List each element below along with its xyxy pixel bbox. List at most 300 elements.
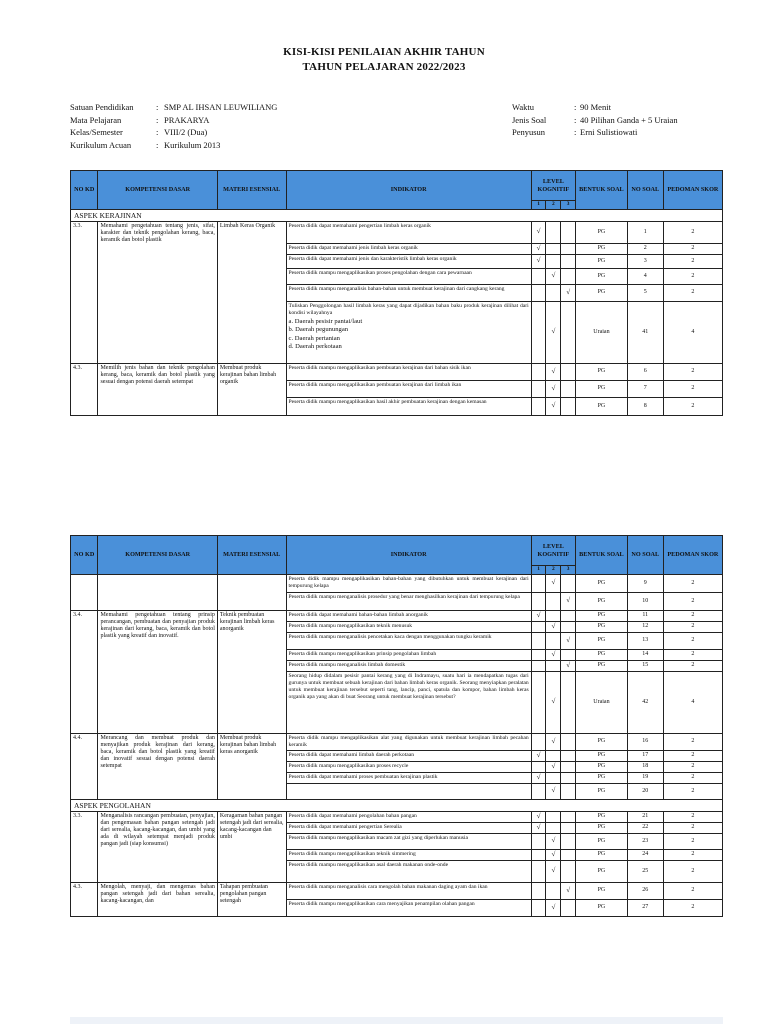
indikator-cell: Peserta didik dapat memahami pengertian limbah keras organik [286, 221, 531, 243]
level-2-cell [546, 671, 561, 733]
check-mark: √ [551, 736, 556, 745]
indikator-cell: Peserta didik dapat memahami bahan-bahan limbah anorganik [286, 610, 531, 621]
info-value: Erni Sulistiowati [580, 127, 638, 137]
no-soal-cell: 13 [627, 632, 663, 649]
table-row [71, 574, 723, 592]
indikator-cell [286, 783, 531, 799]
skor-cell: 2 [663, 574, 722, 592]
bentuk-soal-cell: PG [576, 254, 628, 268]
level-3-cell [561, 860, 576, 882]
indikator-cell: Peserta didik dapat memahami pengolahan bahan pangan [286, 811, 531, 822]
info-value: Kurikulum 2013 [164, 139, 221, 150]
bentuk-soal-cell: PG [576, 621, 628, 632]
skor-cell: 2 [663, 882, 722, 899]
skor-cell: 2 [663, 243, 722, 254]
materi-esensial-cell: Keragaman bahan pangan setengah jadi dari serealia, kacang-kacangan dan umbi [217, 811, 286, 882]
indikator-cell: Peserta didik mampu mengaplikasikan proses recycle [286, 761, 531, 772]
skor-cell: 2 [663, 750, 722, 761]
check-mark: √ [536, 610, 541, 619]
level-3-cell [561, 660, 576, 671]
check-mark: √ [536, 811, 541, 820]
col-level-3: 3 [561, 201, 576, 210]
info-row: Waktu : 90 Menit [512, 102, 611, 112]
skor-cell: 2 [663, 268, 722, 284]
indikator-cell [286, 301, 531, 363]
level-2-cell [546, 899, 561, 916]
indikator-cell: Peserta didik mampu menganalisis pencetakan kaca dengan menggunakan tungku keramik [286, 632, 531, 649]
no-soal-cell: 5 [627, 284, 663, 301]
col-no-soal: NO SOAL [627, 536, 663, 575]
check-mark: √ [566, 660, 571, 669]
uraian-question: Tuliskan Penggolongan hasil limbah keras yang dapat dijadikan bahan baku produk kerajinan dilihat dari kondisi wilayahnya [288, 302, 529, 316]
document-subtitle: TAHUN PELAJARAN 2022/2023 [302, 61, 466, 73]
col-bentuk-soal: BENTUK SOAL [576, 171, 628, 210]
no-soal-cell: 19 [627, 772, 663, 783]
level-1-cell [531, 750, 546, 761]
table-1-body [71, 209, 723, 415]
uraian-option: c. Daerah pertanian [288, 334, 340, 342]
kd-number-cell: 3.4. [71, 610, 98, 733]
indikator-cell [286, 671, 531, 733]
no-soal-cell: 9 [627, 574, 663, 592]
check-mark: √ [551, 902, 556, 911]
skor-cell: 4 [663, 671, 722, 733]
level-3-cell [561, 301, 576, 363]
level-3-cell [561, 363, 576, 380]
level-1-cell [531, 761, 546, 772]
level-1-cell [531, 243, 546, 254]
level-1-cell [531, 783, 546, 799]
col-no-soal: NO SOAL [627, 171, 663, 210]
skor-cell: 2 [663, 849, 722, 860]
level-1-cell [531, 268, 546, 284]
materi-esensial-cell [217, 574, 286, 610]
bentuk-soal-cell: PG [576, 882, 628, 899]
table-row [71, 363, 723, 380]
col-level-3: 3 [561, 566, 576, 575]
skor-cell: 2 [663, 761, 722, 772]
no-soal-cell: 20 [627, 783, 663, 799]
table-row [71, 610, 723, 621]
info-label: Waktu [512, 102, 534, 112]
bentuk-soal-cell: PG [576, 380, 628, 397]
check-mark: √ [551, 366, 556, 375]
level-1-cell [531, 772, 546, 783]
bentuk-soal-cell: PG [576, 860, 628, 882]
no-soal-cell: 10 [627, 592, 663, 610]
bentuk-soal-cell: PG [576, 592, 628, 610]
level-2-cell [546, 268, 561, 284]
level-1-cell [531, 833, 546, 849]
info-row: Kurikulum Acuan : Kurikulum 2013 [70, 139, 221, 150]
level-2-cell [546, 254, 561, 268]
level-1-cell [531, 380, 546, 397]
level-1-cell [531, 649, 546, 660]
indikator-cell: Peserta didik mampu menganalisis prosedur yang benar menghasilkan kerajinan dari tempurung kelapa [286, 592, 531, 610]
check-mark: √ [566, 596, 571, 604]
table-row [71, 811, 723, 822]
bentuk-soal-cell: PG [576, 822, 628, 833]
level-1-cell [531, 397, 546, 415]
indikator-cell: Peserta didik mampu menganalisis cara mengolah bahan makanan daging ayam dan ikan [286, 882, 531, 899]
level-2-cell [546, 397, 561, 415]
info-right [512, 101, 732, 139]
indikator-cell: Peserta didik mampu menganalisis limbah domestik [286, 660, 531, 671]
level-3-cell [561, 632, 576, 649]
level-1-cell [531, 822, 546, 833]
info-value: VIII/2 (Dua) [164, 127, 208, 137]
check-mark: √ [551, 849, 556, 858]
check-mark: √ [551, 578, 556, 586]
col-no-kd: NO KD [71, 171, 98, 210]
kompetensi-dasar-cell: Memahami pengetahuan tentang jenis, sifat, karakter dan teknik pengolahan kerang, baca, keramik dan botol plastik [98, 221, 217, 363]
level-2-cell [546, 811, 561, 822]
level-3-cell [561, 772, 576, 783]
indikator-cell: Peserta didik mampu mengaplikasikan prinsip pengolahan limbah [286, 649, 531, 660]
level-1-cell [531, 363, 546, 380]
info-row: Kelas/Semester : VIII/2 (Dua) [70, 127, 208, 137]
uraian-question: Seorang hidup didalam pesisir pantai kerang yang di Indramayu, suatu hari ia mendapatkan tugas dari gurunya untuk membuat sebuah kerajinan dari bahan limbah keras organik. Seorang menyiapkan peralatan untuk membuat kerajinan tersebut seperti tang, lancip, panci, spatula dan kompor, bahan limbah keras organik apa yang akan di buat Seorang untuk membuat kerajinan tersebut? [288, 672, 529, 700]
level-3-cell [561, 610, 576, 621]
level-3-cell [561, 733, 576, 750]
level-3-cell [561, 574, 576, 592]
info-value: SMP AL IHSAN LEUWILIANG [164, 102, 278, 112]
skor-cell: 2 [663, 632, 722, 649]
no-soal-cell: 41 [627, 301, 663, 363]
no-soal-cell: 4 [627, 268, 663, 284]
table-row [71, 882, 723, 899]
level-3-cell [561, 761, 576, 772]
check-mark: √ [566, 287, 571, 296]
bentuk-soal-cell: PG [576, 733, 628, 750]
level-1-cell [531, 621, 546, 632]
uraian-option: d. Daerah perkotaan [288, 343, 342, 351]
no-soal-cell: 11 [627, 610, 663, 621]
check-mark: √ [551, 761, 556, 770]
skor-cell: 4 [663, 301, 722, 363]
check-mark: √ [551, 327, 556, 335]
level-1-cell [531, 733, 546, 750]
bentuk-soal-cell: PG [576, 833, 628, 849]
level-1-cell [531, 610, 546, 621]
level-3-cell [561, 380, 576, 397]
table-row [71, 733, 723, 750]
no-soal-cell: 21 [627, 811, 663, 822]
check-mark: √ [551, 383, 556, 392]
aspect-row [71, 209, 723, 221]
check-mark: √ [551, 866, 556, 874]
level-2-cell [546, 243, 561, 254]
no-soal-cell: 27 [627, 899, 663, 916]
aspect-row [71, 799, 723, 811]
level-2-cell [546, 822, 561, 833]
info-row: Satuan Pendidikan : SMP AL IHSAN LEUWILIANG [70, 102, 278, 112]
check-mark: √ [551, 271, 556, 279]
col-level-2: 2 [546, 201, 561, 210]
materi-esensial-cell: Limbah Keras Organik [217, 221, 286, 363]
skor-cell: 2 [663, 592, 722, 610]
skor-cell: 2 [663, 621, 722, 632]
skor-cell: 2 [663, 380, 722, 397]
col-pedoman-skor: PEDOMAN SKOR [663, 536, 722, 575]
kompetensi-dasar-cell: Menganalisis rancangan pembuatan, penyajian, dan pengemasan bahan pangan setengah jadi dari serealia, kacang-kacangan, dan umbi yang ada di wilayah setempat menjadi produk pangan jadi (siap konsumsi) [98, 811, 217, 882]
indikator-cell: Peserta didik dapat memahami jenis dan karakteristik limbah keras organik [286, 254, 531, 268]
kd-number-cell: 4.4. [71, 733, 98, 799]
level-1-cell [531, 632, 546, 649]
bentuk-soal-cell: PG [576, 632, 628, 649]
kd-number-cell: 3.3. [71, 221, 98, 363]
level-1-cell [531, 811, 546, 822]
level-2-cell [546, 221, 561, 243]
no-soal-cell: 25 [627, 860, 663, 882]
kd-number-cell: 3.3. [71, 811, 98, 882]
no-soal-cell: 3 [627, 254, 663, 268]
bentuk-soal-cell: PG [576, 660, 628, 671]
info-value: 40 Pilihan Ganda + 5 Uraian [580, 114, 678, 125]
bentuk-soal-cell: PG [576, 761, 628, 772]
skor-cell: 2 [663, 772, 722, 783]
level-2-cell [546, 882, 561, 899]
check-mark: √ [536, 243, 541, 252]
kd-number-cell: 4.3. [71, 363, 98, 415]
check-mark: √ [566, 635, 571, 644]
skor-cell: 2 [663, 284, 722, 301]
level-1-cell [531, 882, 546, 899]
check-mark: √ [551, 697, 556, 705]
info-label: Mata Pelajaran [70, 114, 122, 125]
skor-cell: 2 [663, 733, 722, 750]
bentuk-soal-cell: PG [576, 610, 628, 621]
info-label: Satuan Pendidikan [70, 102, 134, 112]
table-2-body [71, 574, 723, 916]
no-soal-cell: 42 [627, 671, 663, 733]
col-level-kognitif: LEVEL KOGNITIF [531, 536, 575, 566]
no-soal-cell: 1 [627, 221, 663, 243]
level-3-cell [561, 899, 576, 916]
level-1-cell [531, 860, 546, 882]
level-1-cell [531, 221, 546, 243]
level-1-cell [531, 671, 546, 733]
no-soal-cell: 23 [627, 833, 663, 849]
col-materi-esensial: MATERI ESENSIAL [217, 171, 286, 210]
check-mark: √ [551, 621, 556, 630]
no-soal-cell: 16 [627, 733, 663, 750]
level-1-cell [531, 592, 546, 610]
level-2-cell [546, 380, 561, 397]
check-mark: √ [536, 772, 541, 781]
level-3-cell [561, 243, 576, 254]
level-3-cell [561, 592, 576, 610]
col-bentuk-soal: BENTUK SOAL [576, 536, 628, 575]
kompetensi-dasar-cell [98, 574, 217, 610]
materi-esensial-cell: Membuat produk kerajinan bahan limbah organik [217, 363, 286, 415]
level-2-cell [546, 733, 561, 750]
level-1-cell [531, 284, 546, 301]
level-3-cell [561, 649, 576, 660]
kd-number-cell: 4.3. [71, 882, 98, 916]
aspect-heading: ASPEK KERAJINAN [71, 209, 723, 221]
level-3-cell [561, 783, 576, 799]
level-3-cell [561, 284, 576, 301]
check-mark: √ [551, 401, 556, 409]
level-2-cell [546, 660, 561, 671]
kd-number-cell [71, 574, 98, 610]
bentuk-soal-cell: PG [576, 649, 628, 660]
skor-cell: 2 [663, 363, 722, 380]
no-soal-cell: 7 [627, 380, 663, 397]
next-page-edge [70, 1017, 723, 1024]
level-2-cell [546, 849, 561, 860]
bentuk-soal-cell: Uraian [576, 301, 628, 363]
indikator-cell: Peserta didik mampu mengaplikasikan asal daerah makanan onde-onde [286, 860, 531, 882]
kompetensi-dasar-cell: Mengolah, menyaji, dan mengemas bahan pangan setengah jadi dari bahan serealia, kacang-kacangan, dan [98, 882, 217, 916]
bentuk-soal-cell: PG [576, 268, 628, 284]
no-soal-cell: 6 [627, 363, 663, 380]
uraian-options [289, 318, 529, 352]
level-3-cell [561, 849, 576, 860]
bentuk-soal-cell: PG [576, 783, 628, 799]
no-soal-cell: 12 [627, 621, 663, 632]
level-1-cell [531, 301, 546, 363]
skor-cell: 2 [663, 649, 722, 660]
info-label: Jenis Soal [512, 114, 547, 125]
info-row: Mata Pelajaran : PRAKARYA [70, 114, 210, 125]
level-2-cell [546, 833, 561, 849]
indikator-cell: Peserta didik mampu mengaplikasikan alat yang digunakan untuk membuat kerajinan limbah pecahan keramik [286, 733, 531, 750]
level-3-cell [561, 268, 576, 284]
materi-esensial-cell: Tahapan pembuatan pengolahan pangan setengah [217, 882, 286, 916]
kompetensi-dasar-cell: Memilih jenis bahan dan teknik pengolahan kerang, baca, keramik dan botol plastik yang sesuai dengan potensi daerah setempat [98, 363, 217, 415]
indikator-cell: Peserta didik dapat memahami proses pembuatan kerajinan plastik [286, 772, 531, 783]
level-2-cell [546, 363, 561, 380]
level-2-cell [546, 772, 561, 783]
no-soal-cell: 2 [627, 243, 663, 254]
indikator-cell: Peserta didik mampu mengaplikasikan proses pengolahan dengan cara pewarnaan [286, 268, 531, 284]
level-1-cell [531, 899, 546, 916]
level-3-cell [561, 221, 576, 243]
materi-esensial-cell: Teknik pembuatan kerajinan limbah keras anorganik [217, 610, 286, 733]
level-1-cell [531, 849, 546, 860]
col-indikator: INDIKATOR [286, 171, 531, 210]
level-1-cell [531, 574, 546, 592]
indikator-cell: Peserta didik mampu mengaplikasikan hasil akhir pembuatan kerajinan dengan kemasan [286, 397, 531, 415]
level-3-cell [561, 671, 576, 733]
indikator-cell: Peserta didik mampu mengaplikasikan pembuatan kerajinan dari limbah ikan [286, 380, 531, 397]
check-mark: √ [536, 750, 541, 759]
col-pedoman-skor: PEDOMAN SKOR [663, 171, 722, 210]
level-2-cell [546, 301, 561, 363]
level-3-cell [561, 750, 576, 761]
bentuk-soal-cell: PG [576, 221, 628, 243]
level-2-cell [546, 574, 561, 592]
level-3-cell [561, 882, 576, 899]
info-label: Kelas/Semester [70, 127, 123, 137]
bentuk-soal-cell: PG [576, 849, 628, 860]
level-3-cell [561, 397, 576, 415]
kompetensi-dasar-cell: Memahami pengetahuan tentang prinsip perancangan, pembuatan dan penyajian produk kerajinan dari kerang, baca, keramik dan botol plastik yang kreatif dan inovatif. [98, 610, 217, 733]
info-label: Kurikulum Acuan [70, 139, 132, 150]
info-value: PRAKARYA [164, 114, 210, 125]
level-2-cell [546, 860, 561, 882]
document-title: KISI-KISI PENILAIAN AKHIR TAHUN [283, 46, 485, 58]
no-soal-cell: 8 [627, 397, 663, 415]
indikator-cell: Peserta didik mampu mengaplikasikan teknik simmering [286, 849, 531, 860]
check-mark: √ [536, 227, 541, 235]
bentuk-soal-cell: PG [576, 899, 628, 916]
bentuk-soal-cell: PG [576, 811, 628, 822]
indikator-cell: Peserta didik dapat memahami jenis limbah keras organik [286, 243, 531, 254]
bentuk-soal-cell: Uraian [576, 671, 628, 733]
aspect-heading: ASPEK PENGOLAHAN [71, 799, 723, 811]
no-soal-cell: 14 [627, 649, 663, 660]
info-left [70, 101, 490, 151]
skor-cell: 2 [663, 899, 722, 916]
level-2-cell [546, 750, 561, 761]
info-value: 90 Menit [580, 102, 611, 112]
info-row: Penyusun : Erni Sulistiowati [512, 127, 638, 137]
check-mark: √ [551, 786, 556, 794]
check-mark: √ [536, 256, 541, 264]
level-2-cell [546, 284, 561, 301]
col-materi-esensial: MATERI ESENSIAL [217, 536, 286, 575]
bentuk-soal-cell: PG [576, 284, 628, 301]
col-no-kd: NO KD [71, 536, 98, 575]
skor-cell: 2 [663, 660, 722, 671]
bentuk-soal-cell: PG [576, 750, 628, 761]
skor-cell: 2 [663, 221, 722, 243]
bentuk-soal-cell: PG [576, 574, 628, 592]
no-soal-cell: 26 [627, 882, 663, 899]
table-row [71, 221, 723, 243]
no-soal-cell: 24 [627, 849, 663, 860]
level-2-cell [546, 610, 561, 621]
indikator-cell: Peserta didik mampu menganalisis bahan-bahan untuk membuat kerajinan dari cangkang kerang [286, 284, 531, 301]
skor-cell: 2 [663, 610, 722, 621]
col-level-1: 1 [531, 201, 546, 210]
check-mark: √ [551, 836, 556, 844]
skor-cell: 2 [663, 254, 722, 268]
level-2-cell [546, 632, 561, 649]
skor-cell: 2 [663, 860, 722, 882]
indikator-cell: Peserta didik mampu mengaplikasikan macam zat gizi yang diperlukan manusia [286, 833, 531, 849]
skor-cell: 2 [663, 822, 722, 833]
level-2-cell [546, 621, 561, 632]
col-level-1: 1 [531, 566, 546, 575]
skor-cell: 2 [663, 811, 722, 822]
level-2-cell [546, 761, 561, 772]
bentuk-soal-cell: PG [576, 772, 628, 783]
kompetensi-dasar-cell: Merancang dan membuat produk dan menyajikan produk kerajinan dari kerang, baca, keramik dan botol plastik yang kreatif dan inovatif sesuai dengan potensi daerah setempat [98, 733, 217, 799]
info-row: Jenis Soal : 40 Pilihan Ganda + 5 Uraian [512, 114, 678, 125]
no-soal-cell: 18 [627, 761, 663, 772]
col-kompetensi-dasar: KOMPETENSI DASAR [98, 171, 217, 210]
check-mark: √ [566, 885, 571, 894]
bentuk-soal-cell: PG [576, 363, 628, 380]
check-mark: √ [551, 649, 556, 658]
bentuk-soal-cell: PG [576, 243, 628, 254]
level-3-cell [561, 822, 576, 833]
materi-esensial-cell: Membuat produk kerajinan bahan limbah keras anorganik [217, 733, 286, 799]
indikator-cell: Peserta didik mampu mengaplikasikan pembuatan kerajinan dari bahan sisik ikan [286, 363, 531, 380]
indikator-cell: Peserta didik dapat memahami pengertian Serealia [286, 822, 531, 833]
indikator-cell: Peserta didik mampu mengaplikasikan bahan-bahan yang dibutuhkan untuk membuat kerajinan dari tempurung kelapa [286, 574, 531, 592]
level-1-cell [531, 660, 546, 671]
no-soal-cell: 15 [627, 660, 663, 671]
no-soal-cell: 22 [627, 822, 663, 833]
indikator-cell: Peserta didik mampu mengaplikasikan cara menyajikan penampilan olahan pangan [286, 899, 531, 916]
col-indikator: INDIKATOR [286, 536, 531, 575]
bentuk-soal-cell: PG [576, 397, 628, 415]
